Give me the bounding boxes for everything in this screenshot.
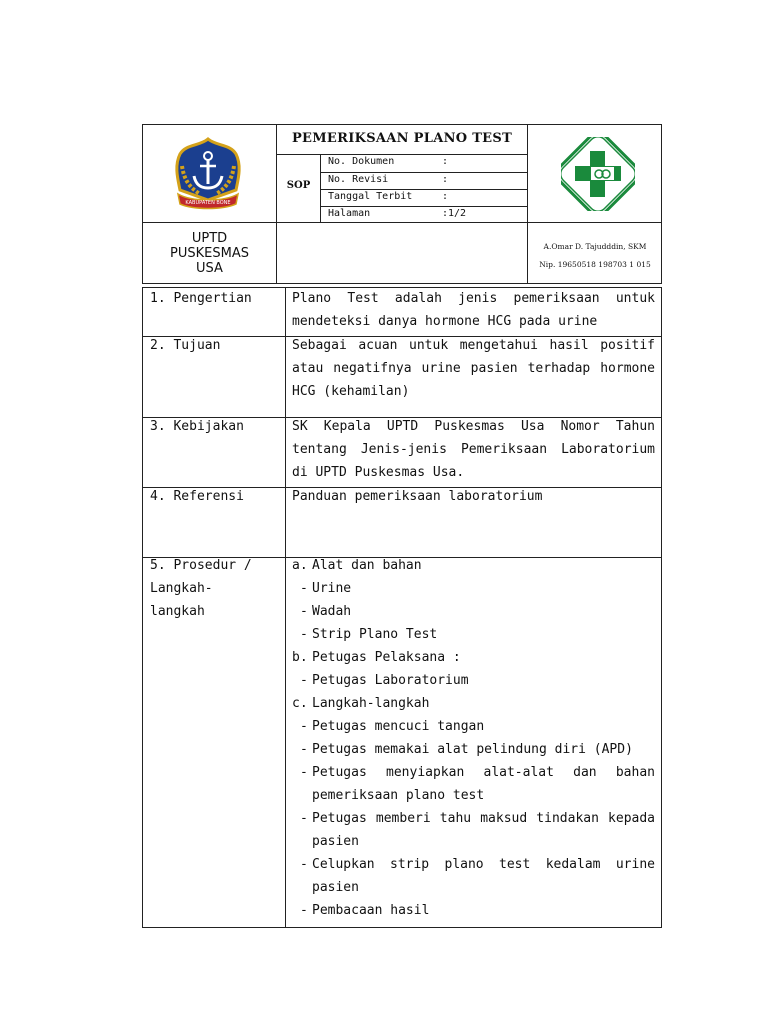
- list-item: - Pembacaan hasil: [292, 899, 655, 922]
- row-label-tujuan: 2. Tujuan: [150, 338, 221, 353]
- list-item: - Petugas menyiapkan alat-alat dan bahan pemeriksaan plano test: [292, 761, 655, 807]
- kabupaten-emblem-logo: [172, 136, 244, 212]
- signatory-name: A.Omar D. Tajudddin, SKM: [543, 242, 647, 251]
- list-item: - Petugas memakai alat pelindung diri (APD): [292, 738, 655, 761]
- sop-label: SOP: [286, 180, 311, 191]
- list-item: - Wadah: [292, 600, 655, 623]
- group-heading: [292, 646, 655, 669]
- institution-line: PUSKESMAS: [170, 246, 249, 261]
- emblem-ribbon-text: KABUPATEN BONE: [185, 200, 231, 206]
- institution-line: USA: [196, 261, 223, 276]
- group-heading: [292, 692, 655, 715]
- doc-field-value: :1/2: [442, 208, 467, 219]
- doc-field-value: :: [442, 174, 449, 185]
- list-item: - Urine: [292, 577, 655, 600]
- group-list: [292, 577, 655, 646]
- doc-field-label: Halaman: [328, 208, 371, 219]
- row-text-pengertian: Plano Test adalah jenis pemeriksaan untuk mendeteksi danya hormone HCG pada urine: [292, 291, 655, 329]
- list-item: - Petugas memberi tahu maksud tindakan kepada pasien: [292, 807, 655, 853]
- list-item: - Strip Plano Test: [292, 623, 655, 646]
- group-list: [292, 669, 655, 692]
- row-text-kebijakan: SK Kepala UPTD Puskesmas Usa Nomor Tahun tentang Jenis-jenis Pemeriksaan Laboratorium di UPTD Puskesmas Usa.: [292, 419, 655, 480]
- prosedur-label-line: langkah: [150, 604, 205, 619]
- group-marker: c.: [292, 696, 308, 711]
- row-label-prosedur: [150, 554, 252, 623]
- document-title: PEMERIKSAAN PLANO TEST: [291, 131, 513, 146]
- row-label-kebijakan: 3. Kebijakan: [150, 419, 244, 434]
- group-title: Alat dan bahan: [312, 558, 422, 573]
- prosedur-content: [292, 554, 655, 922]
- row-label-pengertian: 1. Pengertian: [150, 291, 252, 306]
- group-marker: a.: [292, 558, 308, 573]
- row-text-tujuan: Sebagai acuan untuk mengetahui hasil positif atau negatifnya urine pasien terhadap hormone HCG (kehamilan): [292, 338, 655, 399]
- doc-field-label: No. Dokumen: [328, 156, 395, 167]
- doc-field-value: :: [442, 156, 449, 167]
- doc-field-value: :: [442, 191, 449, 202]
- list-item: - Petugas mencuci tangan: [292, 715, 655, 738]
- group-title: Petugas Pelaksana :: [312, 650, 461, 665]
- list-item: - Celupkan strip plano test kedalam urine pasien: [292, 853, 655, 899]
- row-label-referensi: 4. Referensi: [150, 489, 244, 504]
- prosedur-label-line: 5. Prosedur /: [150, 558, 252, 573]
- doc-field-label: No. Revisi: [328, 174, 389, 185]
- group-marker: b.: [292, 650, 308, 665]
- row-text-referensi: Panduan pemeriksaan laboratorium: [292, 489, 543, 504]
- signatory-nip: Nip. 19650518 198703 1 015: [539, 260, 651, 269]
- list-item: - Petugas Laboratorium: [292, 669, 655, 692]
- group-list: [292, 715, 655, 922]
- group-title: Langkah-langkah: [312, 696, 430, 711]
- puskesmas-logo: [561, 137, 635, 211]
- doc-field-label: Tanggal Terbit: [328, 191, 413, 202]
- institution-name: [143, 231, 276, 276]
- institution-line: UPTD: [191, 231, 228, 246]
- prosedur-label-line: Langkah-: [150, 581, 213, 596]
- group-heading: [292, 554, 655, 577]
